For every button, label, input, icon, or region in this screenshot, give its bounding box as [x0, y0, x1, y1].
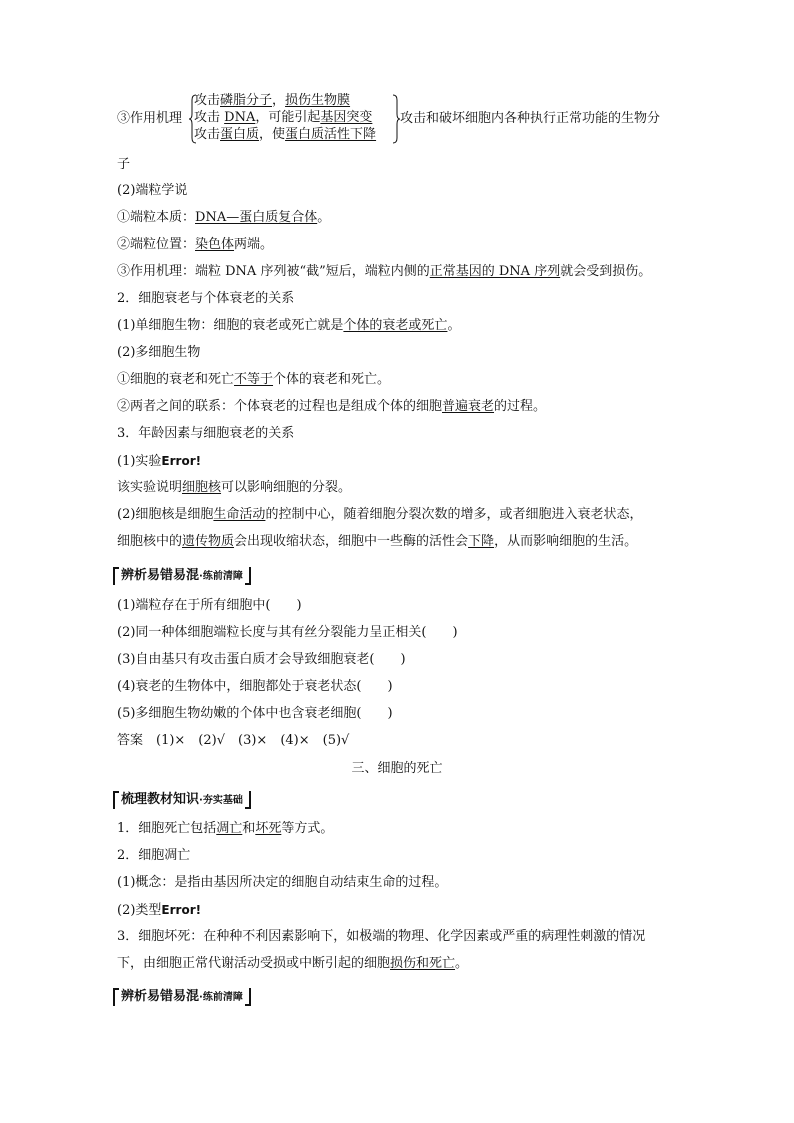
banner-error-analysis: 辨析易错易混·练前清障 — [115, 566, 249, 586]
section2-line2: (2)多细胞生物 — [117, 345, 201, 360]
section3-line2: 该实验说明细胞核可以影响细胞的分裂。 — [117, 480, 352, 495]
mechanism-tail: 子 — [117, 157, 131, 172]
mechanism-items — [194, 92, 376, 143]
right-brace-icon — [392, 94, 400, 144]
section2-line1: (1)单细胞生物：细胞的衰老或死亡就是个体的衰老或死亡。 — [117, 318, 461, 333]
section-heading: 三、细胞的死亡 — [351, 761, 443, 776]
quiz-item: (3)自由基只有攻击蛋白质才会导致细胞衰老( ) — [117, 652, 406, 667]
death-line1: 1．细胞死亡包括凋亡和坏死等方式。 — [117, 821, 334, 836]
section2-line3: ①细胞的衰老和死亡不等于个体的衰老和死亡。 — [117, 372, 391, 387]
mechanism-item: 攻击 DNA，可能引起基因突变 — [194, 110, 373, 125]
quiz-item: (2)同一种体细胞端粒长度与其有丝分裂能力呈正相关( ) — [117, 625, 458, 640]
banner-error-analysis-2: 辨析易错易混·练前清障 — [115, 987, 249, 1007]
death-line4: (2)类型Error! — [117, 903, 202, 918]
death-line6: 下，由细胞正常代谢活动受损或中断引起的细胞损伤和死亡。 — [117, 956, 469, 971]
section2-line4: ②两者之间的联系：个体衰老的过程也是组成个体的细胞普遍衰老的过程。 — [117, 399, 547, 414]
telomere-essence: ①端粒本质：DNA—蛋白质复合体。 — [117, 210, 331, 225]
mechanism-item: 攻击蛋白质，使蛋白质活性下降 — [194, 127, 377, 142]
section3-line3: (2)细胞核是细胞生命活动的控制中心，随着细胞分裂次数的增多，或者细胞进入衰老状态， — [117, 507, 643, 522]
banner-textbook-knowledge: 梳理教材知识·夯实基础 — [115, 790, 249, 810]
answer-line: 答案 (1)× (2)√ (3)× (4)× (5)√ — [117, 733, 350, 748]
mechanism-after-text: 攻击和破坏细胞内各种执行正常功能的生物分 — [400, 111, 661, 126]
death-line5: 3．细胞坏死：在种种不利因素影响下，如极端的物理、化学因素或严重的病理性刺激的情况 — [117, 929, 646, 944]
telomere-mechanism: ③作用机理：端粒 DNA 序列被“截”短后，端粒内侧的正常基因的 DNA 序列就会受到损伤。 — [117, 264, 652, 279]
mechanism-label: ③作用机理 — [117, 111, 183, 126]
death-line2: 2．细胞凋亡 — [117, 848, 191, 863]
telomere-title: (2)端粒学说 — [117, 183, 188, 198]
section3-line4: 细胞核中的遗传物质会出现收缩状态，细胞中一些酶的活性会下降，从而影响细胞的生活。 — [117, 534, 638, 549]
quiz-item: (4)衰老的生物体中，细胞都处于衰老状态( ) — [117, 679, 393, 694]
quiz-item: (5)多细胞生物幼嫩的个体中也含衰老细胞( ) — [117, 706, 393, 721]
section3-title: 3．年龄因素与细胞衰老的关系 — [117, 426, 295, 441]
death-line3: (1)概念：是指由基因所决定的细胞自动结束生命的过程。 — [117, 875, 448, 890]
section3-line1: (1)实验Error! — [117, 454, 202, 469]
section2-title: 2．细胞衰老与个体衰老的关系 — [117, 291, 295, 306]
telomere-position: ②端粒位置：染色体两端。 — [117, 237, 274, 252]
mechanism-item: 攻击磷脂分子，损伤生物膜 — [194, 93, 351, 108]
quiz-item: (1)端粒存在于所有细胞中( ) — [117, 598, 302, 613]
